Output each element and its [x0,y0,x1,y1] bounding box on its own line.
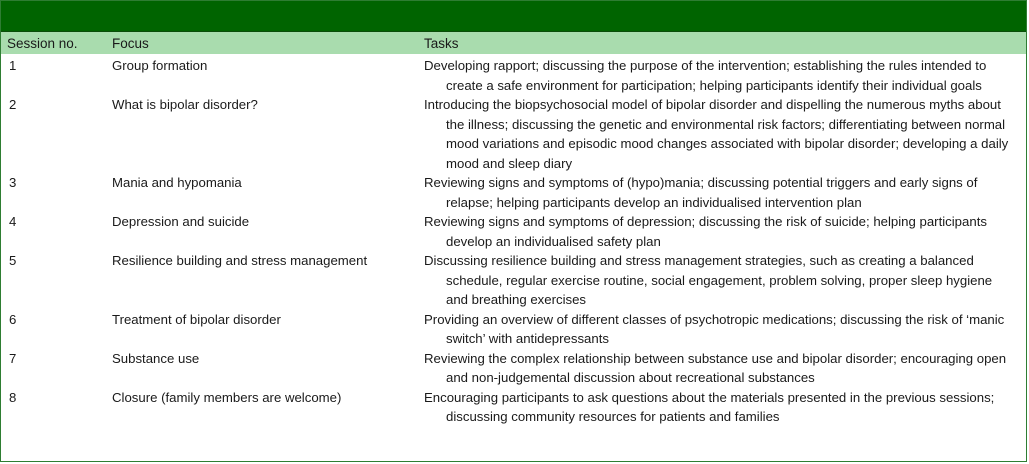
session-tasks: Reviewing signs and symptoms of (hypo)mania; discussing potential triggers and early signs of relapse; helping participants develop an individualised intervention plan [424,175,978,210]
header-tasks: Tasks [424,35,459,51]
session-number: 4 [9,214,17,229]
table-row [1,95,1026,173]
session-focus: Group formation [112,58,208,73]
header-session-no: Session no. [7,35,78,51]
session-tasks: Reviewing the complex relationship between substance use and bipolar disorder; encouraging open and non-judgemental discussion about recreational substances [424,350,1007,385]
table-title-bar [1,1,1026,32]
table-body [1,54,1026,427]
table-row [1,212,1026,251]
session-focus: What is bipolar disorder? [112,97,258,112]
session-number: 8 [9,389,17,405]
session-number: 6 [9,311,17,327]
session-focus: Mania and hypomania [112,175,242,190]
session-number: 2 [9,97,17,112]
session-tasks: Introducing the biopsychosocial model of bipolar disorder and dispelling the numerous myths about the illness; discussing the genetic and environmental risk factors; differentiating between normal mood variations and episodic mood changes associated with bipolar disorder; developing a daily mood and sleep diary [424,97,1009,171]
table-header-row [1,32,1026,54]
session-number: 1 [9,58,17,73]
session-tasks: Reviewing signs and symptoms of depression; discussing the risk of suicide; helping participants develop an individualised safety plan [424,214,987,249]
session-focus: Depression and suicide [112,214,250,229]
table-row [1,349,1026,388]
session-focus: Substance use [112,350,200,366]
session-number: 3 [9,175,17,190]
table-row [1,56,1026,95]
table-row [1,388,1026,427]
session-tasks: Discussing resilience building and stress management strategies, such as creating a balanced schedule, regular exercise routine, social engagement, problem solving, proper sleep hygiene and breathing exercises [424,253,993,307]
table-row [1,310,1026,349]
session-tasks: Providing an overview of different classes of psychotropic medications; discussing the risk of ‘manic switch’ with antidepressants [424,311,1005,346]
session-focus: Treatment of bipolar disorder [112,311,281,327]
table-row [1,173,1026,212]
session-number: 7 [9,350,17,366]
header-focus: Focus [112,35,149,51]
table-row [1,251,1026,310]
session-number: 5 [9,253,17,268]
session-tasks: Developing rapport; discussing the purpose of the intervention; establishing the rules intended to create a safe environment for participation; helping participants identify their individual goals [424,58,987,93]
session-focus: Resilience building and stress management [112,253,368,268]
session-focus: Closure (family members are welcome) [112,389,342,405]
session-tasks: Encouraging participants to ask questions about the materials presented in the previous sessions; discussing community resources for patients and families [424,389,995,424]
